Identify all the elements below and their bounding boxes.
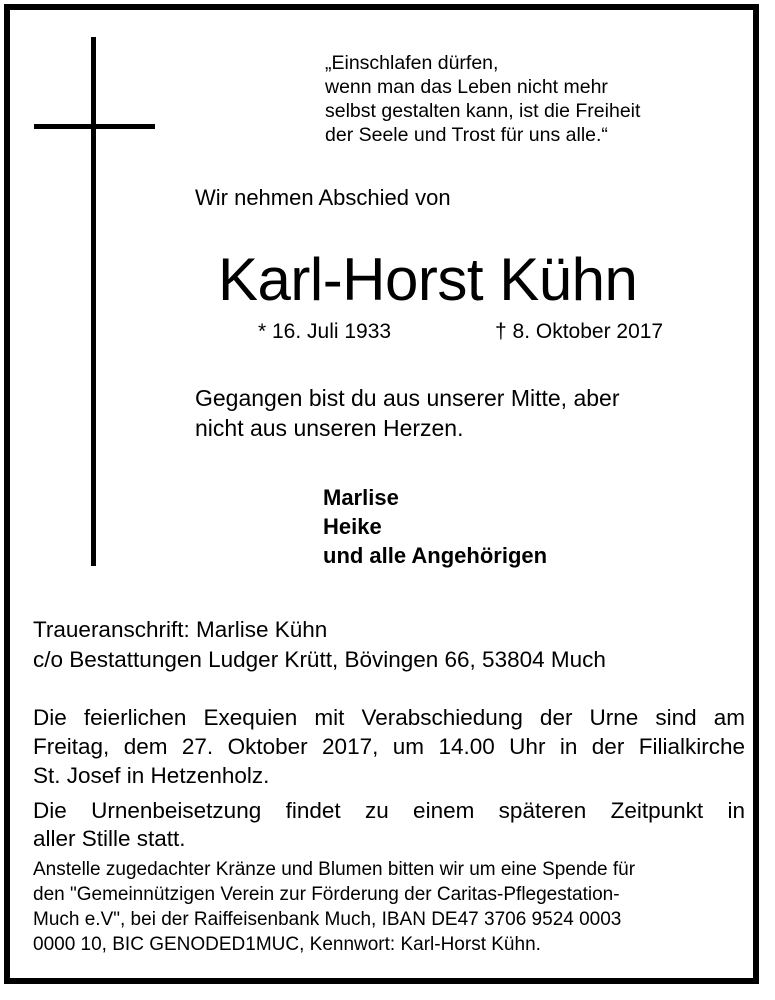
service-line: Freitag, dem 27. Oktober 2017, um 14.00 Uhr in der Filialkirche (33, 734, 745, 759)
quote-line: wenn man das Leben nicht mehr (325, 76, 608, 98)
intro-text: Wir nehmen Abschied von (195, 185, 451, 210)
death-date: † 8. Oktober 2017 (495, 320, 664, 343)
address-line: c/o Bestattungen Ludger Krütt, Bövingen 66, 53804 Much (33, 647, 606, 672)
saying-line: nicht aus unseren Herzen. (195, 415, 464, 441)
quote-line: der Seele und Trost für uns alle.“ (325, 124, 608, 146)
donation-line: den "Gemeinnützigen Verein zur Förderung der Caritas-Pflegestation- (33, 884, 620, 905)
deceased-name: Karl-Horst Kühn (218, 246, 638, 313)
donation-line: Anstelle zugedachter Kränze und Blumen bitten wir um eine Spende für (33, 859, 636, 880)
saying (195, 383, 619, 443)
quote-line: selbst gestalten kann, ist die Freiheit (325, 100, 641, 122)
service-line: Die feierlichen Exequien mit Verabschiedung der Urne sind am (33, 705, 745, 730)
mourner: Marlise (323, 485, 399, 510)
quote (325, 51, 640, 147)
service-notice (33, 703, 745, 790)
donation-line: Much e.V", bei der Raiffeisenbank Much, IBAN DE47 3706 9524 0003 (33, 909, 622, 930)
cross-icon-bar (34, 124, 155, 129)
mourner: und alle Angehörigen (323, 543, 548, 568)
birth-date: * 16. Juli 1933 (258, 320, 392, 343)
mourning-address (33, 615, 606, 675)
saying-line: Gegangen bist du aus unserer Mitte, aber (195, 385, 620, 411)
mourners-list (323, 483, 547, 570)
mourner: Heike (323, 514, 382, 539)
service-line: St. Josef in Hetzenholz. (33, 763, 270, 788)
cross-icon (91, 37, 96, 566)
address-line: Traueranschrift: Marlise Kühn (33, 617, 328, 642)
donation-notice (33, 857, 635, 957)
burial-line: Die Urnenbeisetzung findet zu einem späteren Zeitpunkt in (33, 798, 745, 823)
quote-line: „Einschlafen dürfen, (325, 52, 499, 74)
donation-line: 0000 10, BIC GENODED1MUC, Kennwort: Karl-Horst Kühn. (33, 934, 541, 955)
burial-notice (33, 797, 745, 853)
burial-line: aller Stille statt. (33, 826, 186, 851)
